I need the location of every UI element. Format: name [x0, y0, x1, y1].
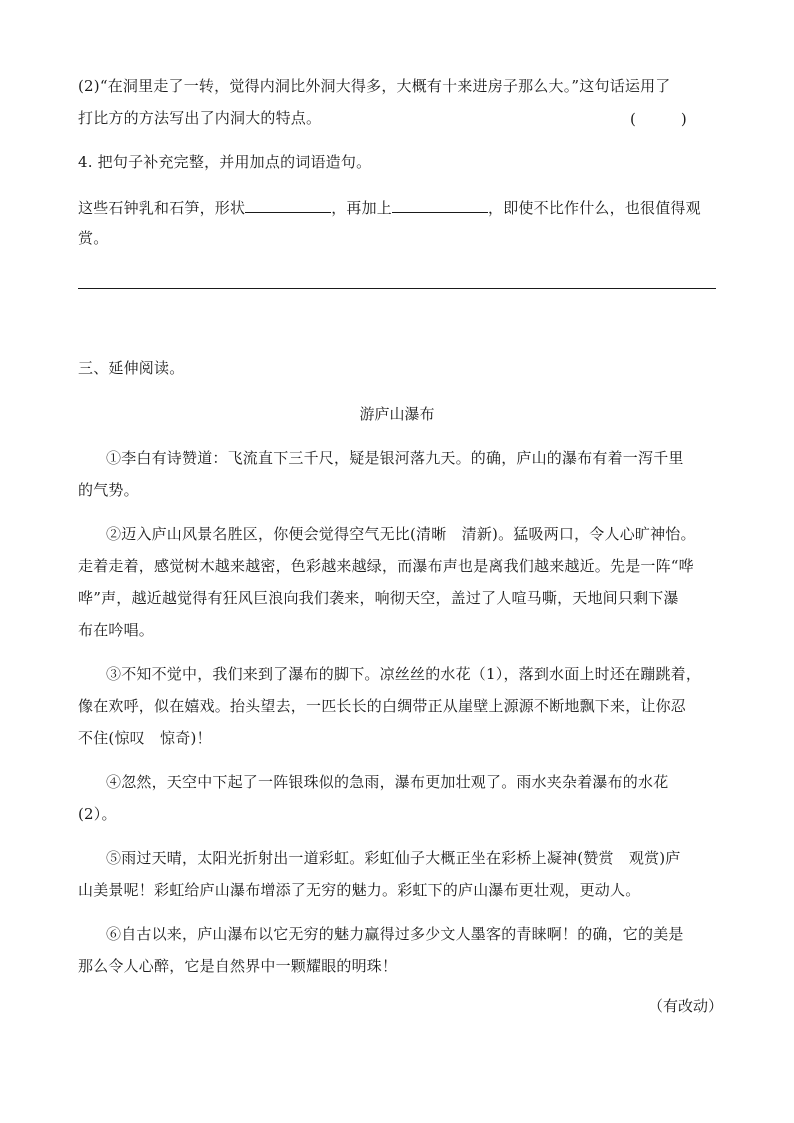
- fill-blank-2[interactable]: [392, 198, 488, 213]
- question-2-line-2: 打比方的方法写出了内洞大的特点。: [78, 109, 322, 127]
- sentence-part-b: ，再加上: [331, 199, 393, 217]
- paragraph-2-line-1: ②迈入庐山风景名胜区，你便会觉得空气无比(清晰 清新)。猛吸两口，令人心旷神怡。: [106, 525, 696, 543]
- paragraph-2-line-3: 哗”声，越近越觉得有狂风巨浪向我们袭来，响彻天空，盖过了人喧马嘶，天地间只剩下瀑: [78, 589, 679, 607]
- paragraph-1-line-2: 的气势。: [78, 481, 139, 499]
- question-4-sentence: [78, 198, 701, 218]
- answer-writing-line[interactable]: [78, 288, 716, 289]
- question-4-sentence-line-2: 赏。: [78, 229, 109, 247]
- paragraph-6-line-1: ⑥自古以来，庐山瀑布以它无穷的魅力赢得过多少文人墨客的青睐啊！的确，它的美是: [106, 925, 684, 943]
- paragraph-3-line-3: 不住(惊叹 惊奇)！: [78, 729, 212, 747]
- answer-parentheses[interactable]: ( ): [630, 110, 687, 128]
- fill-blank-1[interactable]: [245, 198, 331, 213]
- paragraph-5-line-2: 山美景呢！彩虹给庐山瀑布增添了无穷的魅力。彩虹下的庐山瀑布更壮观，更动人。: [78, 881, 641, 899]
- paragraph-4-line-1: ④忽然，天空中下起了一阵银珠似的急雨，瀑布更加壮观了。雨水夹杂着瀑布的水花: [106, 773, 669, 791]
- paragraph-2-line-4: 布在吟唱。: [78, 621, 155, 639]
- paragraph-2-line-2: 走着走着，感觉树木越来越密，色彩越来越绿，而瀑布声也是离我们越来越近。先是一阵“哗: [78, 557, 694, 575]
- paragraph-5-line-1: ⑤雨过天晴，太阳光折射出一道彩虹。彩虹仙子大概正坐在彩桥上凝神(赞赏 观赏)庐: [106, 849, 681, 867]
- paragraph-6-line-2: 那么令人心醉，它是自然界中一颗耀眼的明珠！: [78, 957, 398, 975]
- passage-title: 游庐山瀑布: [359, 405, 435, 423]
- paragraph-1-line-1: ①李白有诗赞道：飞流直下三千尺，疑是银河落九天。的确，庐山的瀑布有着一泻千里: [106, 449, 684, 467]
- section-3-heading: 三、延伸阅读。: [78, 359, 185, 377]
- paragraph-3-line-2: 像在欢呼，似在嬉戏。抬头望去，一匹长长的白绸带正从崖壁上源源不断地飘下来，让你忍: [78, 697, 687, 715]
- question-4-prompt: 4. 把句子补充完整，并用加点的词语造句。: [78, 153, 372, 171]
- paragraph-4-line-2: (2）。: [78, 805, 117, 823]
- question-2-line-1: (2)“在洞里走了一转，觉得内洞比外洞大得多，大概有十来进房子那么大。”这句话运用了: [78, 77, 671, 95]
- sentence-part-a: 这些石钟乳和石笋，形状: [78, 199, 246, 217]
- sentence-part-c: ，即使不比作什么，也很值得观: [488, 199, 701, 217]
- paragraph-3-line-1: ③不知不觉中，我们来到了瀑布的脚下。凉丝丝的水花（1），落到水面上时还在蹦跳着，: [106, 665, 702, 683]
- source-note: （有改动）: [648, 997, 724, 1015]
